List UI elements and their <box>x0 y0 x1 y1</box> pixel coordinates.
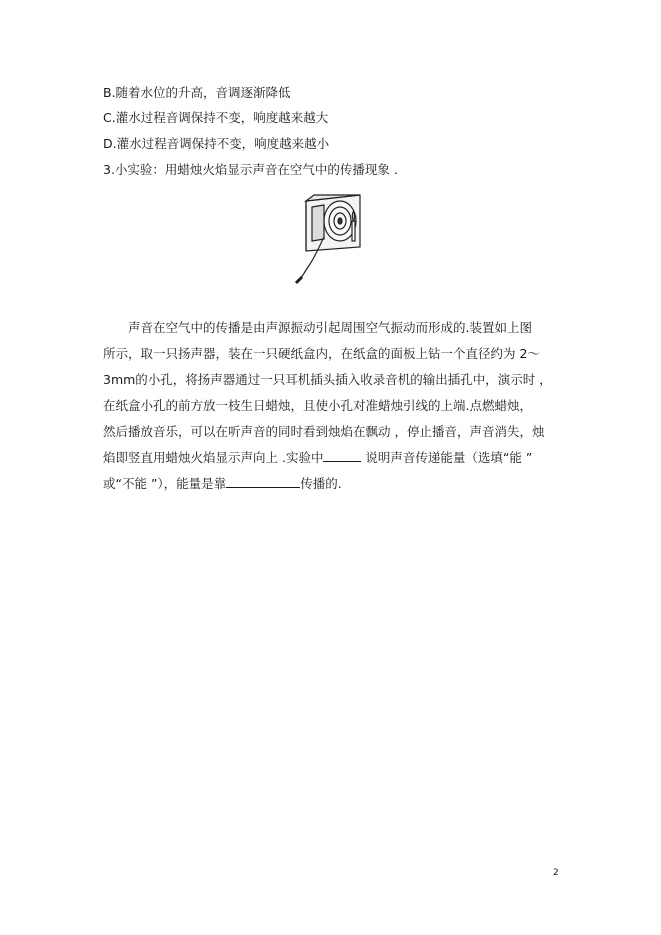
line-6-text-b: 说明声音传递能量（选填“能 ” <box>361 450 533 465</box>
option-d: D.灌水过程音调保持不变，响度越来越小 <box>103 136 330 151</box>
line-6-text-a: 焰即竖直用蜡烛火焰显示声向上 .实验中 <box>103 450 324 465</box>
line-7-text-b: 传播的. <box>300 476 342 491</box>
paragraph-line-7 <box>103 471 565 497</box>
speaker-box-figure <box>290 187 370 287</box>
paragraph-line-1: 声音在空气中的传播是由声源振动引起周围空气振动而形成的.装置如上图 <box>128 320 532 335</box>
page-number: 2 <box>553 868 559 878</box>
line-7-text-a: 或“不能 ”），能量是靠 <box>103 476 227 491</box>
question-3-paragraph <box>103 315 565 497</box>
paragraph-line-6 <box>103 445 565 471</box>
paragraph-line-5: 然后播放音乐，可以在听声音的同时看到烛焰在飘动 ，停止播音，声音消失，烛 <box>103 424 545 439</box>
option-b: B.随着水位的升高，音调逐渐降低 <box>103 85 291 100</box>
option-c: C.灌水过程音调保持不变，响度越来越大 <box>103 110 329 125</box>
paragraph-line-4: 在纸盒小孔的前方放一枝生日蜡烛，且使小孔对准蜡烛引线的上端.点燃蜡烛， <box>103 398 532 413</box>
answer-blank-2[interactable] <box>226 475 300 488</box>
paragraph-line-2: 所示，取一只扬声器，装在一只硬纸盒内，在纸盒的面板上钻一个直径约为 2～ <box>103 346 540 361</box>
answer-blank-1[interactable] <box>323 449 361 462</box>
paragraph-line-3: 3mm的小孔，将扬声器通过一只耳机插头插入收录音机的输出插孔中，演示时 ， <box>103 372 552 387</box>
question-3-title: 3.小实验：用蜡烛火焰显示声音在空气中的传播现象 . <box>103 162 398 177</box>
